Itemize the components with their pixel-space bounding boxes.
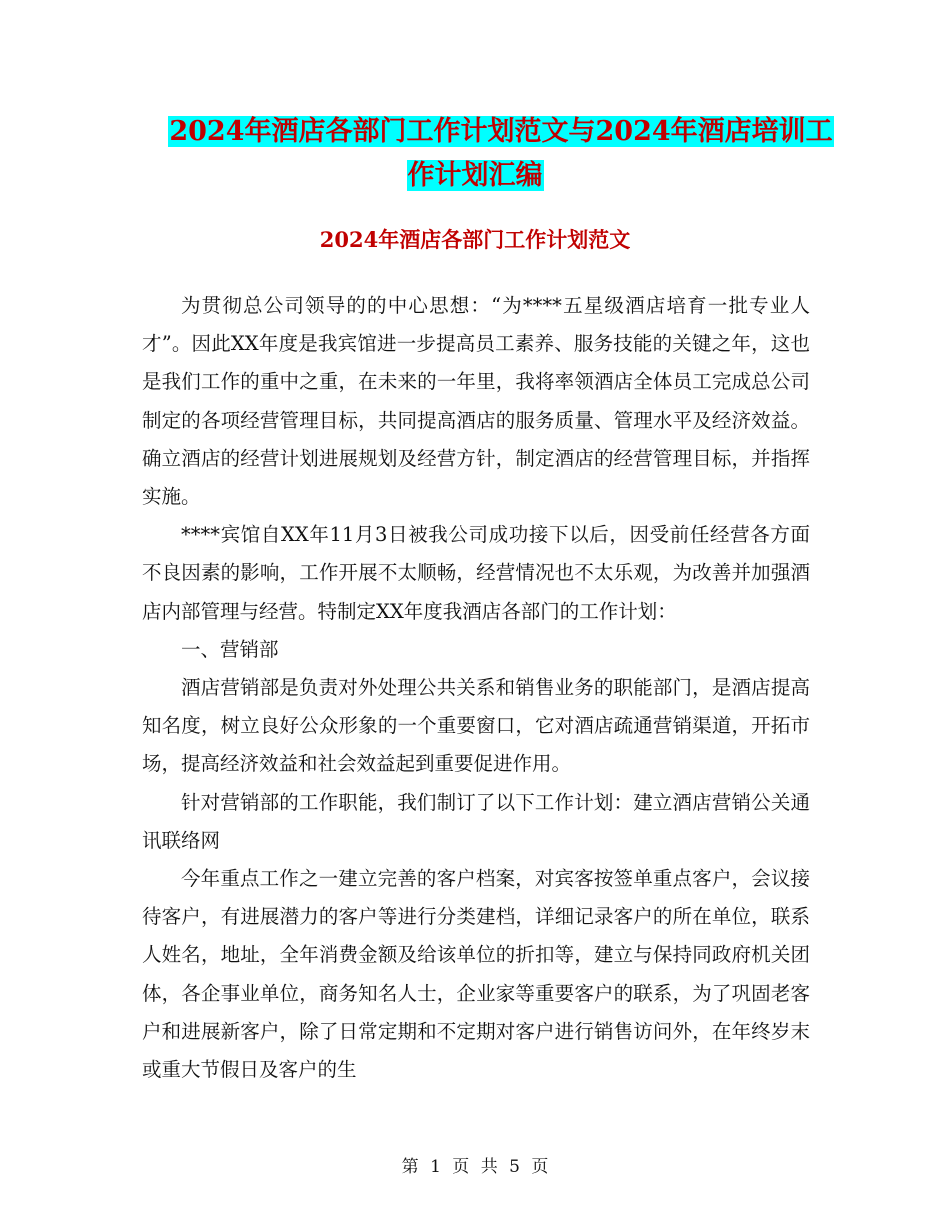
section-heading: 一、营销部 bbox=[181, 637, 279, 661]
document-title-text-2: 作计划汇编 bbox=[407, 160, 543, 191]
paragraph: 酒店营销部是负责对外处理公共关系和销售业务的职能部门，是酒店提高知名度，树立良好公众形象的一个重要窗口，它对酒店疏通营销渠道，开拓市场，提高经济效益和社会效益起到重要促进作用。 bbox=[142, 676, 810, 776]
document-title-text-1: 2024年酒店各部门工作计划范文与2024年酒店培训工 bbox=[169, 116, 833, 147]
page-number-footer: 第 1 页 共 5 页 bbox=[401, 1157, 549, 1177]
paragraph: ****宾馆自XX年11月3日被我公司成功接下以后，因受前任经营各方面不良因素的影响，工作开展不太顺畅，经营情况也不太乐观，为改善并加强酒店内部管理与经营。特制定XX年度我酒店各部门的工作计划： bbox=[142, 523, 810, 623]
document-body bbox=[142, 287, 810, 1089]
document-title-line-2 bbox=[0, 154, 950, 198]
paragraph: 针对营销部的工作职能，我们制订了以下工作计划：建立酒店营销公关通讯联络网 bbox=[142, 790, 810, 852]
section-title: 2024年酒店各部门工作计划范文 bbox=[319, 227, 631, 252]
paragraph: 为贯彻总公司领导的的中心思想：“为****五星级酒店培育一批专业人才”。因此XX年度是我宾馆进一步提高员工素养、服务技能的关键之年，这也是我们工作的重中之重，在未来的一年里，我将率领酒店全体员工完成总公司制定的各项经营管理目标，共同提高酒店的服务质量、管理水平及经济效益。确立酒店的经营计划进展规划及经营方针，制定酒店的经营管理目标，并指挥实施。 bbox=[142, 294, 810, 509]
document-title-line-1 bbox=[0, 110, 950, 154]
paragraph: 今年重点工作之一建立完善的客户档案，对宾客按签单重点客户，会议接待客户，有进展潜力的客户等进行分类建档，详细记录客户的所在单位，联系人姓名，地址，全年消费金额及给该单位的折扣等，建立与保持同政府机关团体，各企事业单位，商务知名人士，企业家等重要客户的联系，为了巩固老客户和进展新客户，除了日常定期和不定期对客户进行销售访问外，在年终岁末或重大节假日及客户的生 bbox=[142, 867, 810, 1082]
